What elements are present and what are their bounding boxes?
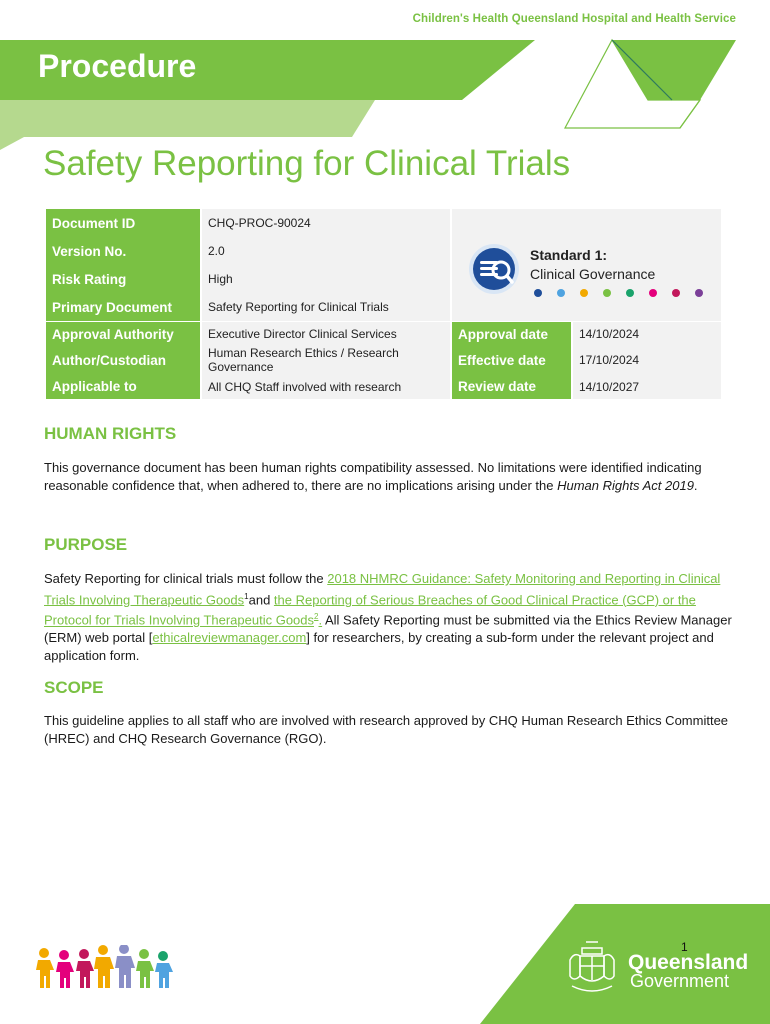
footnote-2: 2 <box>314 612 319 622</box>
human-rights-act: Human Rights Act 2019 <box>557 477 694 493</box>
scope-paragraph: This guideline applies to all staff who are involved with research approved by CHQ Human Research Ethics Committee (HREC) and CHQ Research Governance (RGO). <box>44 713 729 746</box>
standard-dot-2 <box>557 289 565 297</box>
government-name-line-1: Queensland <box>628 951 749 974</box>
document-id-value: CHQ-PROC-90024 <box>202 209 450 237</box>
standard-dot-3 <box>580 289 588 297</box>
approval-date-value: 14/10/2024 <box>573 321 721 346</box>
gcp-breaches-link-end[interactable]: . <box>318 612 323 628</box>
review-date-value: 14/10/2027 <box>573 374 721 399</box>
purpose-text: and <box>248 591 274 607</box>
meta-row <box>46 321 721 346</box>
document-title: Safety Reporting for Clinical Trials <box>43 144 571 183</box>
review-date-label: Review date <box>452 374 571 399</box>
clinical-governance-icon <box>468 243 520 295</box>
standard-dot-7 <box>672 289 680 297</box>
human-rights-paragraph <box>44 459 734 494</box>
primary-document-value: Safety Reporting for Clinical Trials <box>202 293 450 321</box>
children-logo-icon <box>36 945 184 991</box>
standard-color-dots <box>534 289 703 297</box>
purpose-text: ] for researchers, by creating a sub-form under the relevant project and application form. <box>44 630 714 663</box>
primary-document-label: Primary Document <box>46 293 200 321</box>
human-rights-text: This governance document has been human rights compatibility assessed. No limitations were identified indicating reasonable confidence that, when adhered to, there are no implications arising under the <box>44 460 702 493</box>
meta-row <box>46 346 721 374</box>
standard-dot-4 <box>603 289 611 297</box>
standard-subheading: Clinical Governance <box>530 266 656 282</box>
gcp-breaches-link[interactable]: the Reporting of Serious Breaches of Good Clinical Practice (GCP) or the Protocol for Trials Involving Therapeutic Goods <box>44 591 696 628</box>
footnote-1: 1 <box>244 591 249 601</box>
effective-date-value: 17/10/2024 <box>573 346 721 374</box>
erm-portal-link[interactable]: ethicalreviewmanager.com <box>152 630 307 646</box>
document-metadata-table <box>44 209 723 399</box>
standard-dot-8 <box>695 289 703 297</box>
scope-heading: SCOPE <box>44 678 104 697</box>
standard-panel <box>452 209 721 321</box>
banner-title: Procedure <box>38 48 197 84</box>
standard-dot-1 <box>534 289 542 297</box>
organisation-name: Children's Health Queensland Hospital and Health Service <box>412 13 736 25</box>
queensland-coat-of-arms-icon <box>566 940 618 998</box>
page-number: 1 <box>681 940 688 954</box>
government-name-line-2: Government <box>630 971 730 991</box>
purpose-paragraph <box>44 570 734 664</box>
applicable-to-label: Applicable to <box>46 374 200 399</box>
meta-row <box>46 209 721 237</box>
purpose-text: Safety Reporting for clinical trials must follow the <box>44 571 328 586</box>
approval-authority-label: Approval Authority <box>46 321 200 346</box>
author-custodian-value: Human Research Ethics / Research Governance <box>202 346 450 374</box>
risk-rating-value: High <box>202 265 450 293</box>
purpose-heading: PURPOSE <box>44 535 128 554</box>
human-rights-heading: HUMAN RIGHTS <box>44 424 177 443</box>
approval-date-label: Approval date <box>452 321 571 346</box>
document-id-label: Document ID <box>46 209 200 237</box>
banner-light <box>0 100 375 137</box>
applicable-to-value: All CHQ Staff involved with research <box>202 374 450 399</box>
standard-dot-5 <box>626 289 634 297</box>
purpose-text: All Safety Reporting must be submitted via the Ethics Review Manager (ERM) web portal [ <box>44 612 732 646</box>
author-custodian-label: Author/Custodian <box>46 346 200 374</box>
version-value: 2.0 <box>202 237 450 265</box>
effective-date-label: Effective date <box>452 346 571 374</box>
approval-authority-value: Executive Director Clinical Services <box>202 321 450 346</box>
risk-rating-label: Risk Rating <box>46 265 200 293</box>
human-rights-text-end: . <box>693 477 698 493</box>
meta-row <box>46 374 721 399</box>
nhmrc-guidance-link[interactable]: 2018 NHMRC Guidance: Safety Monitoring and Reporting in Clinical Trials Involving Therapeutic Goods <box>44 571 721 607</box>
version-label: Version No. <box>46 237 200 265</box>
standard-heading: Standard 1: <box>530 247 608 263</box>
standard-dot-6 <box>649 289 657 297</box>
